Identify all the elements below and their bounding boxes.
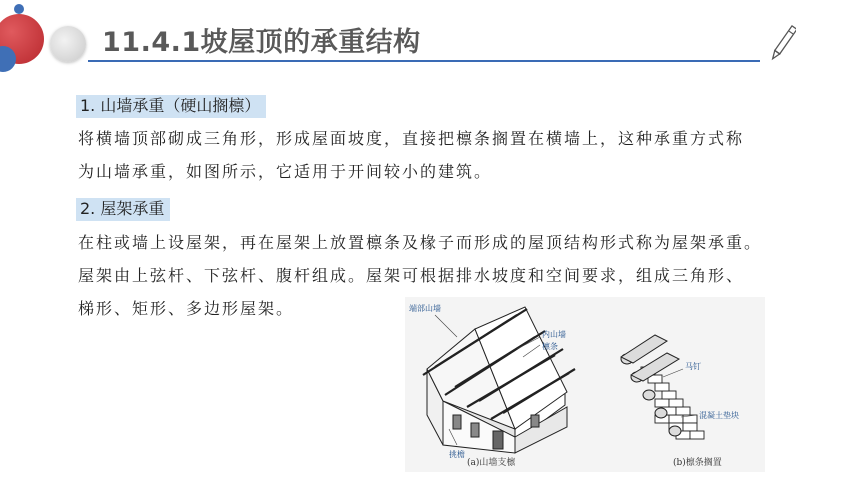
pencil-icon xyxy=(770,22,796,66)
body-line: 将横墙顶部砌成三角形，形成屋面坡度，直接把檩条搁置在横墙上，这种承重方式称 xyxy=(78,129,745,148)
label-eave: 挑檐 xyxy=(449,450,465,459)
body-line: 在柱或墙上设屋架，再在屋架上放置檩条及椽子而形成的屋顶结构形式称为屋架承重。 xyxy=(78,233,763,252)
label-concrete-block: 混凝土垫块 xyxy=(699,411,739,420)
section-heading-truss-bearing: 2. 屋架承重 xyxy=(76,198,170,221)
decor-circle-gray xyxy=(50,26,86,62)
roof-structure-figure xyxy=(405,297,765,472)
caption-b: (b)檩条搁置 xyxy=(673,458,722,468)
section-body-gable-bearing xyxy=(78,122,744,188)
label-purlin: 檩条 xyxy=(542,342,558,351)
label-horse-nail: 马钉 xyxy=(685,362,701,371)
roof-structure-illustration xyxy=(405,297,765,472)
body-line: 梯形、矩形、多边形屋架。 xyxy=(78,299,295,318)
caption-a: (a)山墙支檩 xyxy=(467,458,516,468)
body-line: 屋架由上弦杆、下弦杆、腹杆组成。屋架可根据排水坡度和空间要求，组成三角形、 xyxy=(78,266,745,285)
label-inner-gable: 内山墙 xyxy=(542,330,566,339)
body-line: 为山墙承重，如图所示，它适用于开间较小的建筑。 xyxy=(78,162,493,181)
section-heading-gable-bearing: 1. 山墙承重（硬山搁檩） xyxy=(76,95,266,118)
decor-circle-small-blue xyxy=(14,4,24,14)
title-underline xyxy=(88,60,760,62)
label-end-gable: 端部山墙 xyxy=(409,304,441,313)
page-title: 11.4.1坡屋顶的承重结构 xyxy=(102,27,421,58)
